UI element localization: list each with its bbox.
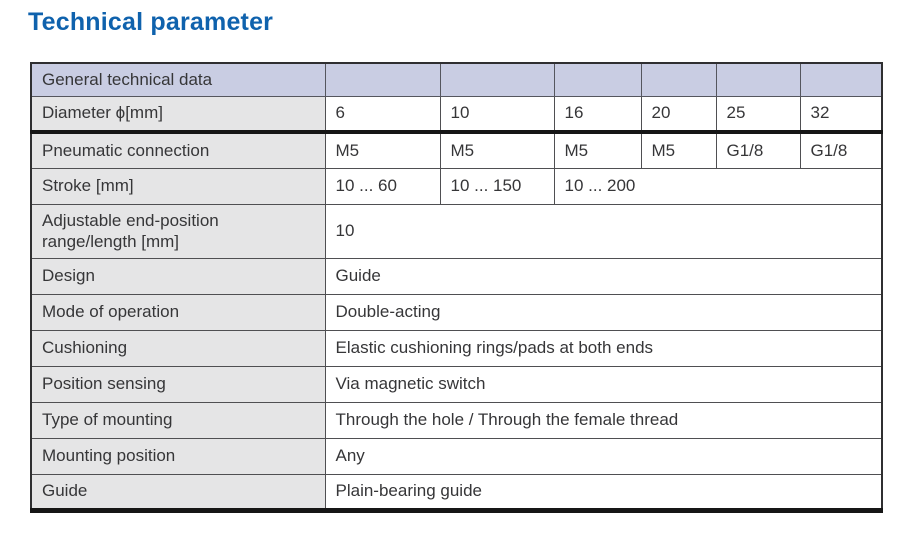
pneumatic-value: M5 <box>554 132 641 168</box>
row-label: Mode of operation <box>31 294 325 330</box>
position-sensing-row <box>31 366 882 402</box>
row-label: Adjustable end-position range/length [mm] <box>31 204 325 258</box>
row-value: Through the hole / Through the female thread <box>325 402 882 438</box>
type-of-mounting-row <box>31 402 882 438</box>
section-header-spacer-cell <box>554 63 641 96</box>
stroke-value: 10 ... 200 <box>554 168 882 204</box>
stroke-value: 10 ... 150 <box>440 168 554 204</box>
stroke-row <box>31 168 882 204</box>
row-value: Elastic cushioning rings/pads at both ends <box>325 330 882 366</box>
row-label: Pneumatic connection <box>31 132 325 168</box>
design-row <box>31 258 882 294</box>
diameter-value: 16 <box>554 96 641 132</box>
row-label: Position sensing <box>31 366 325 402</box>
stroke-value: 10 ... 60 <box>325 168 440 204</box>
row-label: Cushioning <box>31 330 325 366</box>
row-label: Type of mounting <box>31 402 325 438</box>
page-title: Technical parameter <box>28 8 274 36</box>
diameter-value: 20 <box>641 96 716 132</box>
row-value: Via magnetic switch <box>325 366 882 402</box>
pneumatic-value: M5 <box>641 132 716 168</box>
diameter-value: 10 <box>440 96 554 132</box>
section-header-spacer-cell <box>716 63 800 96</box>
pneumatic-value: G1/8 <box>800 132 882 168</box>
cushioning-row <box>31 330 882 366</box>
row-label: Diameter ϕ[mm] <box>31 96 325 132</box>
row-value: 10 <box>325 204 882 258</box>
row-label: Stroke [mm] <box>31 168 325 204</box>
row-label: Mounting position <box>31 438 325 474</box>
technical-data-table <box>30 62 883 513</box>
diameter-value: 6 <box>325 96 440 132</box>
mode-of-operation-row <box>31 294 882 330</box>
guide-row <box>31 474 882 510</box>
diameter-value: 25 <box>716 96 800 132</box>
section-header-spacer-cell <box>800 63 882 96</box>
pneumatic-value: M5 <box>440 132 554 168</box>
pneumatic-value: M5 <box>325 132 440 168</box>
pneumatic-value: G1/8 <box>716 132 800 168</box>
row-label: Design <box>31 258 325 294</box>
row-value: Plain-bearing guide <box>325 474 882 510</box>
row-value: Any <box>325 438 882 474</box>
section-header-spacer-cell <box>325 63 440 96</box>
row-label: Guide <box>31 474 325 510</box>
pneumatic-connection-row <box>31 132 882 168</box>
row-value: Double-acting <box>325 294 882 330</box>
diameter-row <box>31 96 882 132</box>
section-header-cell: General technical data <box>31 63 325 96</box>
section-header-spacer-cell <box>641 63 716 96</box>
diameter-value: 32 <box>800 96 882 132</box>
section-header-row <box>31 63 882 96</box>
mounting-position-row <box>31 438 882 474</box>
section-header-spacer-cell <box>440 63 554 96</box>
row-value: Guide <box>325 258 882 294</box>
adjustable-end-position-row <box>31 204 882 258</box>
